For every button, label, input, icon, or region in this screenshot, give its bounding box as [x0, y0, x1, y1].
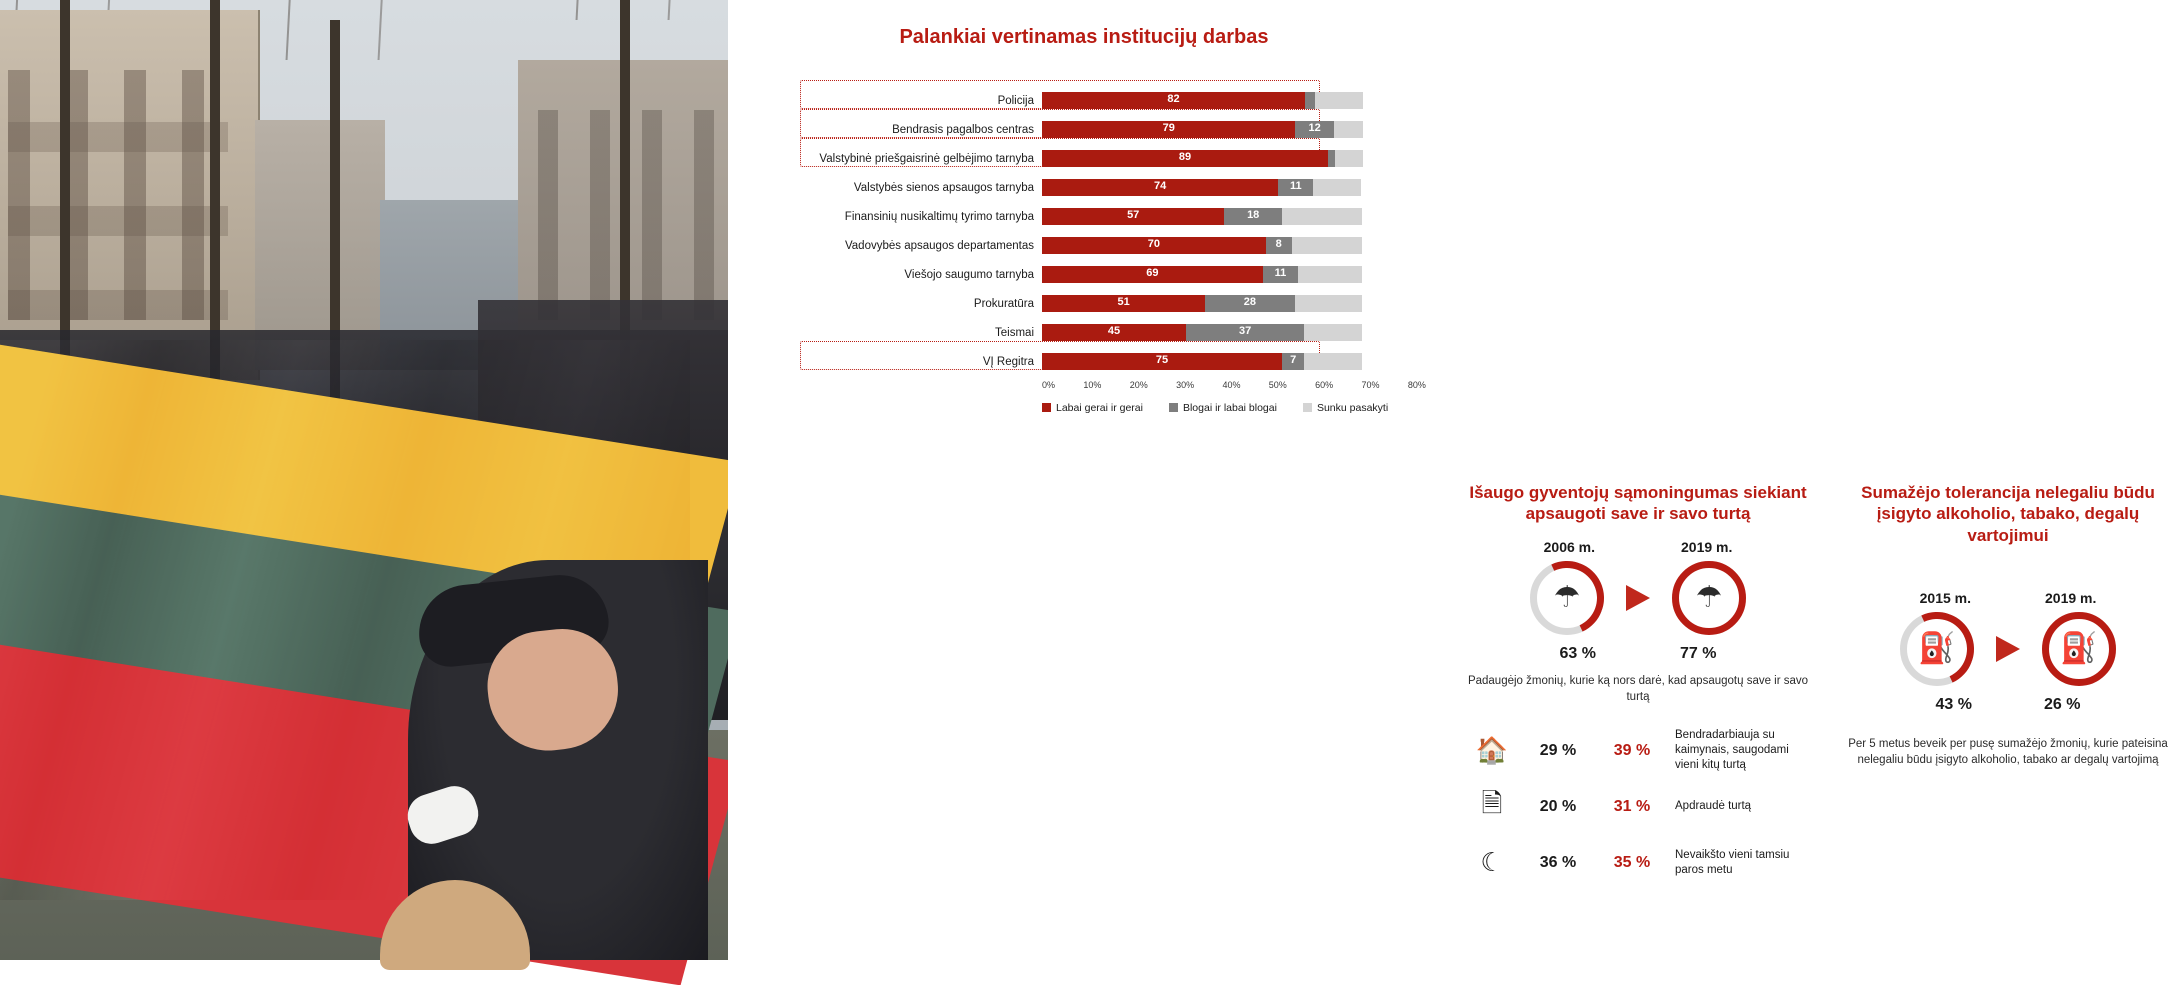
- bar-value: 7: [1290, 354, 1297, 366]
- arrow-right-icon: [1626, 585, 1650, 611]
- tolerance-title: Sumažėjo tolerancija nelegaliu būdu įsigyto alkoholio, tabako, degalų vartojimui: [1861, 483, 2155, 545]
- bar-segment-negative: [1282, 353, 1304, 370]
- bar-segment-positive: [1042, 208, 1224, 225]
- stat-text: Apdraudė turtą: [1675, 800, 1752, 813]
- table-row: [806, 289, 1426, 318]
- tolerance-icons: [1838, 612, 2178, 686]
- bar-group: [1042, 324, 1426, 341]
- bar-value: 69: [1146, 267, 1159, 279]
- tolerance-percentages: [1838, 696, 2178, 714]
- bar-segment-positive: [1042, 324, 1186, 341]
- table-row: [806, 202, 1426, 231]
- pct-right: 26 %: [2044, 695, 2081, 713]
- table-row: [806, 260, 1426, 289]
- bar-value: 11: [1274, 267, 1287, 279]
- bar-segment-unsure: [1334, 121, 1363, 138]
- bar-segment-negative: [1305, 92, 1315, 109]
- bar-group: [1042, 237, 1426, 254]
- awareness-caption: Padaugėjo žmonių, kurie ką nors darė, kad apsaugotų save ir savo turtą: [1467, 674, 1809, 703]
- table-row: [806, 231, 1426, 260]
- bar-label: Teismai: [995, 326, 1034, 339]
- table-row: [806, 144, 1426, 173]
- bar-label: Bendrasis pagalbos centras: [892, 123, 1034, 136]
- bar-segment-negative: [1278, 179, 1313, 196]
- pct-right: 77 %: [1680, 644, 1717, 662]
- bar-value: 70: [1147, 238, 1161, 250]
- building-left: [0, 10, 260, 380]
- table-row: [806, 347, 1426, 376]
- bar-label: Policija: [997, 94, 1034, 107]
- axis-tick: 0%: [1042, 380, 1056, 390]
- bar-label: Prokuratūra: [973, 297, 1034, 310]
- chart-rows: [806, 86, 1426, 376]
- bar-segment-unsure: [1282, 208, 1362, 225]
- bar-group: [1042, 208, 1426, 225]
- axis-tick: 20%: [1129, 380, 1148, 390]
- umbrella-family-icon: ☂: [1530, 561, 1604, 635]
- fuel-can-bottle-icon: ⛽: [1900, 612, 1974, 686]
- bar-segment-negative: [1263, 266, 1298, 283]
- bar-segment-positive: [1042, 237, 1266, 254]
- legend-label: Sunku pasakyti: [1316, 402, 1389, 414]
- chart-legend: [1042, 402, 1512, 414]
- awareness-stats: [1463, 723, 1813, 891]
- bar-segment-unsure: [1313, 179, 1361, 196]
- table-row: [806, 173, 1426, 202]
- bar-value: 28: [1243, 296, 1257, 308]
- bar-label: VĮ Regitra: [982, 355, 1034, 368]
- umbrella-family-icon: ☂: [1672, 561, 1746, 635]
- table-row: [806, 318, 1426, 347]
- bar-group: [1042, 266, 1426, 283]
- legend-label: Labai gerai ir gerai: [1056, 402, 1143, 414]
- bar-segment-unsure: [1295, 295, 1362, 312]
- stat-value-left: 20 %: [1539, 797, 1577, 815]
- awareness-years: [1463, 539, 1813, 555]
- legend-swatch-icon: [1169, 403, 1178, 412]
- bar-segment-unsure: [1315, 92, 1363, 109]
- awareness-icons: [1463, 561, 1813, 635]
- table-row: [806, 115, 1426, 144]
- axis-tick: 60%: [1315, 380, 1334, 390]
- bar-value: 51: [1117, 296, 1130, 308]
- bar-segment-unsure: [1292, 237, 1362, 254]
- bar-value: 74: [1153, 180, 1167, 192]
- stat-value-right: 35 %: [1613, 853, 1651, 871]
- document-insurance-icon: 🗎: [1481, 787, 1503, 818]
- bar-segment-positive: [1042, 295, 1205, 312]
- fuel-can-bottle-icon: ⛽: [2042, 612, 2116, 686]
- house-neighbours-icon: 🏠: [1475, 735, 1509, 766]
- bar-label: Valstybinė priešgaisrinė gelbėjimo tarnyba: [819, 152, 1034, 165]
- arrow-right-icon: [1996, 636, 2020, 662]
- bar-segment-unsure: [1304, 324, 1362, 341]
- axis-tick: 50%: [1268, 380, 1287, 390]
- stats-panel: [728, 0, 2168, 960]
- axis-tick: 10%: [1083, 380, 1102, 390]
- tolerance-block: [1838, 482, 2178, 768]
- pct-left: 63 %: [1559, 644, 1596, 662]
- bar-segment-positive: [1042, 121, 1295, 138]
- institution-approval-chart: [806, 78, 1426, 414]
- bar-value: 89: [1178, 151, 1192, 163]
- list-item: [1463, 779, 1813, 835]
- bar-label: Viešojo saugumo tarnyba: [904, 268, 1034, 281]
- bar-segment-negative: [1186, 324, 1304, 341]
- year-right-label: 2019 m.: [2045, 589, 2097, 606]
- legend-item-positive: [1042, 402, 1143, 414]
- bar-value: 57: [1127, 209, 1140, 221]
- list-item: [1463, 835, 1813, 891]
- bar-segment-positive: [1042, 179, 1278, 196]
- axis-tick: 80%: [1407, 380, 1426, 390]
- bar-value: 75: [1155, 354, 1169, 366]
- bar-value: 12: [1308, 122, 1321, 134]
- bar-segment-positive: [1042, 266, 1263, 283]
- tolerance-years: [1838, 590, 2178, 606]
- bar-value: 45: [1107, 325, 1121, 337]
- bar-segment-unsure: [1335, 150, 1364, 167]
- page-title: Palankiai vertinamas institucijų darbas: [899, 26, 1269, 48]
- stat-value-left: 29 %: [1539, 741, 1577, 759]
- bar-segment-negative: [1295, 121, 1333, 138]
- bar-segment-positive: [1042, 92, 1305, 109]
- bar-group: [1042, 121, 1426, 138]
- axis-tick: 70%: [1361, 380, 1380, 390]
- legend-item-negative: [1169, 402, 1277, 414]
- stat-value-right: 39 %: [1613, 741, 1651, 759]
- bar-segment-negative: [1224, 208, 1282, 225]
- bar-value: 79: [1162, 122, 1175, 134]
- bar-segment-unsure: [1304, 353, 1362, 370]
- stat-text: Bendradarbiauja su kaimynais, saugodami vieni kitų turtą: [1675, 729, 1789, 772]
- legend-swatch-icon: [1042, 403, 1051, 412]
- bar-segment-positive: [1042, 353, 1282, 370]
- year-right-label: 2019 m.: [1681, 538, 1733, 555]
- bar-label: Vadovybės apsaugos departamentas: [844, 239, 1034, 252]
- year-left-label: 2006 m.: [1543, 538, 1595, 555]
- list-item: [1463, 723, 1813, 779]
- bar-value: 82: [1167, 93, 1180, 105]
- bar-value: 11: [1289, 180, 1302, 192]
- stat-text: Nevaikšto vieni tamsiu paros metu: [1675, 848, 1790, 876]
- bar-group: [1042, 92, 1426, 109]
- year-left-label: 2015 m.: [1919, 589, 1971, 606]
- bar-label: Finansinių nusikaltimų tyrimo tarnyba: [844, 210, 1034, 223]
- axis-tick: 40%: [1222, 380, 1241, 390]
- x-axis-ticks: [1042, 380, 1426, 394]
- awareness-title: Išaugo gyventojų sąmoningumas siekiant apsaugoti save ir savo turtą: [1469, 483, 1807, 524]
- awareness-percentages: [1463, 645, 1813, 663]
- table-row: [806, 86, 1426, 115]
- legend-swatch-icon: [1303, 403, 1312, 412]
- tolerance-caption: Per 5 metus beveik per pusę sumažėjo žmonių, kurie pateisina nelegaliu būdu įsigyto alkoholio, tabako ar degalų vartojimą: [1848, 737, 2168, 766]
- axis-tick: 30%: [1176, 380, 1195, 390]
- bar-group: [1042, 353, 1426, 370]
- bar-value: 37: [1239, 325, 1252, 337]
- bar-group: [1042, 295, 1426, 312]
- pct-left: 43 %: [1935, 695, 1972, 713]
- legend-label: Blogai ir labai blogai: [1182, 402, 1277, 414]
- awareness-block: [1463, 482, 1813, 891]
- stat-value-left: 36 %: [1539, 853, 1577, 871]
- night-moon-icon: ☾: [1480, 847, 1504, 878]
- bar-value: 8: [1275, 238, 1282, 250]
- bar-segment-negative: [1205, 295, 1294, 312]
- bar-label: Valstybės sienos apsaugos tarnyba: [853, 181, 1034, 194]
- bar-group: [1042, 150, 1426, 167]
- photo-flag-march: [0, 0, 728, 960]
- bar-value: 18: [1247, 209, 1260, 221]
- bar-segment-unsure: [1298, 266, 1362, 283]
- bar-segment-negative: [1266, 237, 1292, 254]
- bar-group: [1042, 179, 1426, 196]
- stat-value-right: 31 %: [1613, 797, 1651, 815]
- legend-item-unsure: [1303, 402, 1388, 414]
- bar-segment-positive: [1042, 150, 1328, 167]
